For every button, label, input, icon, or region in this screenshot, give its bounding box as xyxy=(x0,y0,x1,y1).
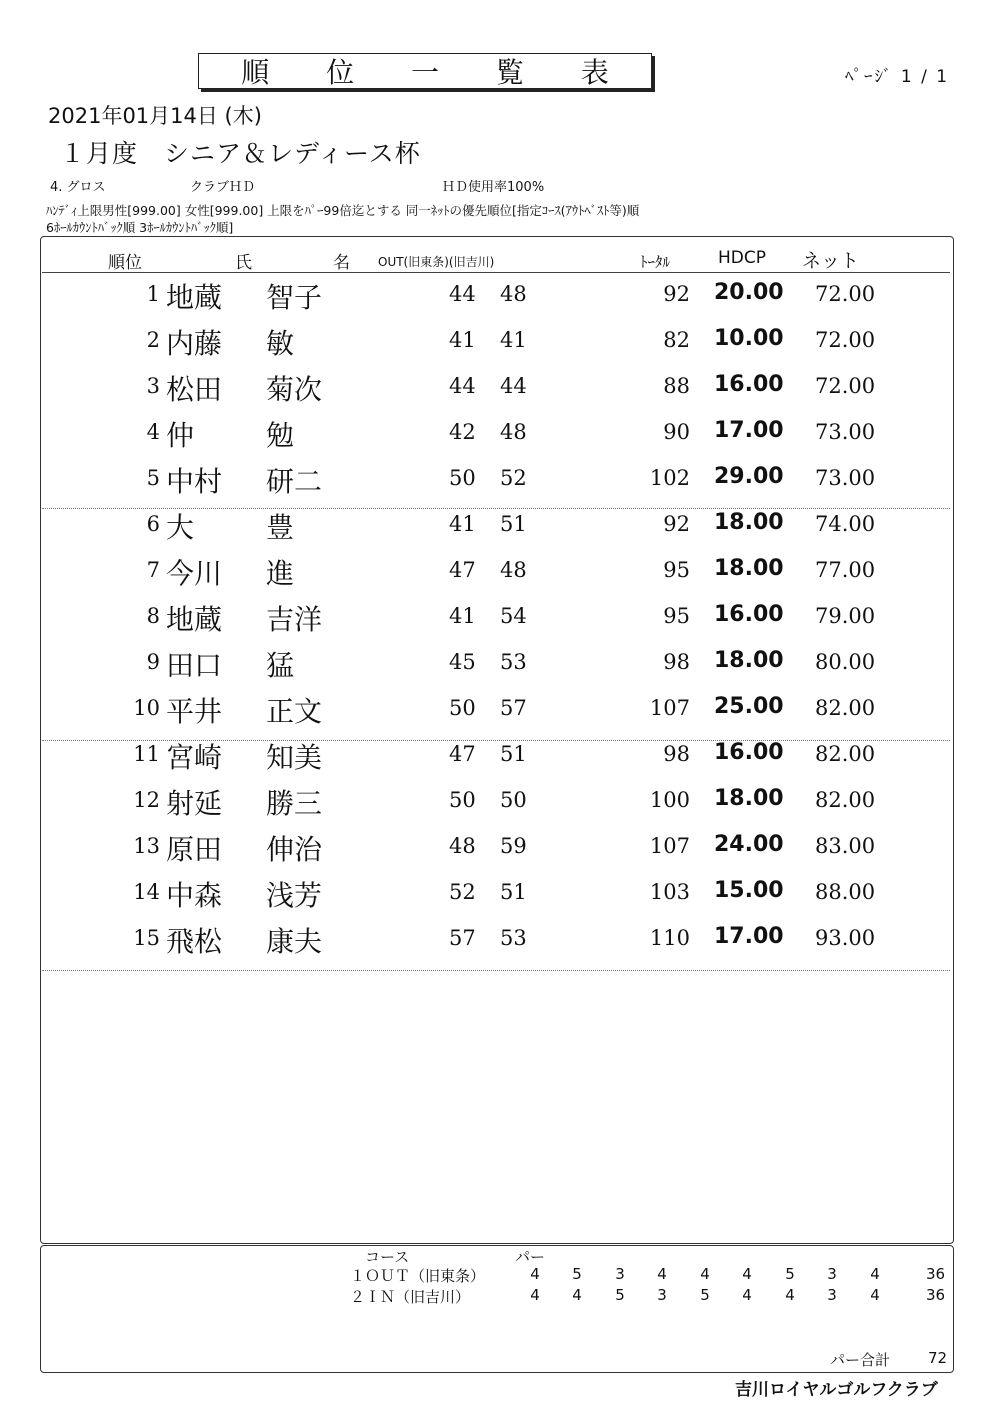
given-name-cell: 猛 xyxy=(266,649,295,682)
family-name-cell: 地蔵 xyxy=(166,281,223,314)
given-name-cell: 研二 xyxy=(266,465,323,498)
par-value: 4 xyxy=(742,1286,752,1304)
in-score-cell: 51 xyxy=(500,880,527,904)
given-name-cell: 知美 xyxy=(266,741,323,774)
total-score-cell: 107 xyxy=(649,696,690,720)
par-value: 4 xyxy=(870,1265,880,1283)
family-name-cell: 大 xyxy=(166,511,195,544)
table-row xyxy=(0,644,1000,690)
par-label: パー xyxy=(515,1248,546,1266)
out-score-cell: 47 xyxy=(449,742,476,766)
par-value: 5 xyxy=(785,1265,795,1283)
handicap-cell: 25.00 xyxy=(714,694,784,719)
course-1-total: 36 xyxy=(926,1265,946,1283)
report-title: 順 位 一 覧 表 xyxy=(241,56,633,89)
rank-cell: 5 xyxy=(146,466,160,490)
total-score-cell: 90 xyxy=(663,420,690,444)
out-score-cell: 57 xyxy=(449,926,476,950)
out-score-cell: 41 xyxy=(449,604,476,628)
event-title: １月度 シニア＆レディース杯 xyxy=(60,139,421,168)
in-score-cell: 41 xyxy=(500,328,527,352)
given-name-cell: 伸治 xyxy=(266,833,323,866)
out-score-cell: 45 xyxy=(449,650,476,674)
given-name-cell: 康夫 xyxy=(266,925,323,958)
table-row xyxy=(0,322,1000,368)
table-row xyxy=(0,598,1000,644)
given-name-cell: 菊次 xyxy=(266,373,323,406)
rank-cell: 9 xyxy=(146,650,160,674)
handicap-cell: 29.00 xyxy=(714,464,784,489)
given-name-cell: 吉洋 xyxy=(266,603,323,636)
total-score-cell: 95 xyxy=(663,558,690,582)
net-score-cell: 72.00 xyxy=(815,282,876,306)
net-score-cell: 93.00 xyxy=(815,926,876,950)
par-value: 5 xyxy=(572,1265,582,1283)
handicap-cell: 18.00 xyxy=(714,556,784,581)
out-score-cell: 44 xyxy=(449,282,476,306)
par-value: 4 xyxy=(530,1265,540,1283)
family-name-cell: 中森 xyxy=(166,879,223,912)
net-score-cell: 72.00 xyxy=(815,374,876,398)
handicap-cell: 16.00 xyxy=(714,602,784,627)
total-score-cell: 95 xyxy=(663,604,690,628)
out-score-cell: 44 xyxy=(449,374,476,398)
col-header-rank: 順位 xyxy=(108,253,142,273)
net-score-cell: 73.00 xyxy=(815,466,876,490)
out-score-cell: 50 xyxy=(449,466,476,490)
net-score-cell: 82.00 xyxy=(815,696,876,720)
family-name-cell: 内藤 xyxy=(166,327,223,360)
in-score-cell: 54 xyxy=(500,604,527,628)
par-value: 4 xyxy=(700,1265,710,1283)
family-name-cell: 飛松 xyxy=(166,925,223,958)
rule-line-2: 6ﾎｰﾙｶｳﾝﾄﾊﾞｯｸ順 3ﾎｰﾙｶｳﾝﾄﾊﾞｯｸ順] xyxy=(46,220,234,235)
par-value: 4 xyxy=(742,1265,752,1283)
table-row xyxy=(0,874,1000,920)
out-score-cell: 42 xyxy=(449,420,476,444)
col-header-total: ﾄｰﾀﾙ xyxy=(640,253,671,271)
given-name-cell: 正文 xyxy=(266,695,323,728)
par-value: 4 xyxy=(657,1265,667,1283)
total-score-cell: 92 xyxy=(663,282,690,306)
total-score-cell: 88 xyxy=(663,374,690,398)
rank-cell: 14 xyxy=(133,880,160,904)
in-score-cell: 50 xyxy=(500,788,527,812)
given-name-cell: 進 xyxy=(266,557,295,590)
rank-cell: 11 xyxy=(133,742,160,766)
given-name-cell: 勝三 xyxy=(266,787,323,820)
group-divider xyxy=(42,970,950,971)
page-indicator: ﾍﾟｰｼﾞ 1 / 1 xyxy=(845,67,950,87)
rank-cell: 7 xyxy=(146,558,160,582)
in-score-cell: 57 xyxy=(500,696,527,720)
col-header-name-2: 名 xyxy=(333,253,350,273)
table-row xyxy=(0,736,1000,782)
par-value: 3 xyxy=(615,1265,625,1283)
net-score-cell: 88.00 xyxy=(815,880,876,904)
in-score-cell: 51 xyxy=(500,742,527,766)
total-score-cell: 92 xyxy=(663,512,690,536)
handicap-cell: 18.00 xyxy=(714,648,784,673)
net-score-cell: 77.00 xyxy=(815,558,876,582)
rule-line-1: ﾊﾝﾃﾞｨ上限男性[999.00] 女性[999.00] 上限をﾊﾟｰ99倍迄とする 同一ﾈｯﾄの優先順位[指定ｺｰｽ(ｱｳﾄﾍﾞｽﾄ等)順 xyxy=(46,203,640,218)
rank-cell: 6 xyxy=(146,512,160,536)
net-score-cell: 74.00 xyxy=(815,512,876,536)
out-score-cell: 41 xyxy=(449,512,476,536)
table-row xyxy=(0,276,1000,322)
handicap-cell: 15.00 xyxy=(714,878,784,903)
handicap-cell: 18.00 xyxy=(714,786,784,811)
table-row xyxy=(0,552,1000,598)
course-1-name: １ＯＵＴ（旧東条） xyxy=(350,1267,486,1285)
given-name-cell: 勉 xyxy=(266,419,295,452)
par-value: 4 xyxy=(870,1286,880,1304)
in-score-cell: 59 xyxy=(500,834,527,858)
par-value: 4 xyxy=(572,1286,582,1304)
net-score-cell: 72.00 xyxy=(815,328,876,352)
handicap-cell: 17.00 xyxy=(714,418,784,443)
header-divider xyxy=(42,272,950,273)
course-label: コース xyxy=(365,1248,410,1266)
par-value: 3 xyxy=(827,1265,837,1283)
rank-cell: 8 xyxy=(146,604,160,628)
par-value: 5 xyxy=(615,1286,625,1304)
table-row xyxy=(0,506,1000,552)
rank-cell: 1 xyxy=(146,282,160,306)
out-score-cell: 47 xyxy=(449,558,476,582)
total-score-cell: 103 xyxy=(649,880,690,904)
course-2-total: 36 xyxy=(926,1286,946,1304)
net-score-cell: 73.00 xyxy=(815,420,876,444)
option-hd-rate: ＨＤ使用率100% xyxy=(442,180,545,195)
option-gross: 4. グロス xyxy=(50,180,106,195)
table-row xyxy=(0,782,1000,828)
par-value: 5 xyxy=(700,1286,710,1304)
rank-cell: 12 xyxy=(133,788,160,812)
group-divider xyxy=(42,740,950,741)
family-name-cell: 仲 xyxy=(166,419,195,452)
report-date: 2021年01月14日 (木) xyxy=(48,104,262,128)
out-score-cell: 52 xyxy=(449,880,476,904)
net-score-cell: 79.00 xyxy=(815,604,876,628)
handicap-cell: 10.00 xyxy=(714,326,784,351)
rank-cell: 2 xyxy=(146,328,160,352)
handicap-cell: 20.00 xyxy=(714,280,784,305)
in-score-cell: 53 xyxy=(500,650,527,674)
par-total-value: 72 xyxy=(928,1349,948,1367)
col-header-name-1: 氏 xyxy=(235,253,252,273)
report-title-box xyxy=(198,53,652,89)
total-score-cell: 110 xyxy=(649,926,690,950)
family-name-cell: 田口 xyxy=(166,649,223,682)
in-score-cell: 51 xyxy=(500,512,527,536)
par-value: 4 xyxy=(530,1286,540,1304)
total-score-cell: 107 xyxy=(649,834,690,858)
group-divider xyxy=(42,508,950,509)
family-name-cell: 原田 xyxy=(166,833,223,866)
col-header-hdcp: HDCP xyxy=(718,248,766,268)
par-value: 3 xyxy=(827,1286,837,1304)
in-score-cell: 44 xyxy=(500,374,527,398)
total-score-cell: 98 xyxy=(663,742,690,766)
total-score-cell: 98 xyxy=(663,650,690,674)
rank-cell: 3 xyxy=(146,374,160,398)
net-score-cell: 83.00 xyxy=(815,834,876,858)
table-row xyxy=(0,690,1000,736)
in-score-cell: 48 xyxy=(500,558,527,582)
col-header-net: ネット xyxy=(802,250,860,272)
in-score-cell: 48 xyxy=(500,282,527,306)
family-name-cell: 射延 xyxy=(166,787,223,820)
par-value: 3 xyxy=(657,1286,667,1304)
table-row xyxy=(0,414,1000,460)
out-score-cell: 48 xyxy=(449,834,476,858)
family-name-cell: 平井 xyxy=(166,695,223,728)
family-name-cell: 松田 xyxy=(166,373,223,406)
table-row xyxy=(0,828,1000,874)
total-score-cell: 102 xyxy=(649,466,690,490)
par-total-label: パー合計 xyxy=(830,1351,891,1369)
rank-cell: 15 xyxy=(133,926,160,950)
family-name-cell: 地蔵 xyxy=(166,603,223,636)
handicap-cell: 16.00 xyxy=(714,372,784,397)
course-info-frame xyxy=(40,1245,954,1373)
handicap-cell: 17.00 xyxy=(714,924,784,949)
net-score-cell: 82.00 xyxy=(815,788,876,812)
rank-cell: 10 xyxy=(133,696,160,720)
handicap-cell: 18.00 xyxy=(714,510,784,535)
table-row xyxy=(0,920,1000,966)
rank-cell: 13 xyxy=(133,834,160,858)
table-row xyxy=(0,368,1000,414)
family-name-cell: 今川 xyxy=(166,557,223,590)
in-score-cell: 48 xyxy=(500,420,527,444)
in-score-cell: 52 xyxy=(500,466,527,490)
given-name-cell: 浅芳 xyxy=(266,879,323,912)
option-club-hd: クラブＨＤ xyxy=(190,180,256,195)
handicap-cell: 24.00 xyxy=(714,832,784,857)
total-score-cell: 82 xyxy=(663,328,690,352)
course-2-name: ２ＩＮ（旧吉川） xyxy=(350,1288,471,1306)
rank-cell: 4 xyxy=(146,420,160,444)
handicap-cell: 16.00 xyxy=(714,740,784,765)
net-score-cell: 80.00 xyxy=(815,650,876,674)
club-name: 吉川ロイヤルゴルフクラブ xyxy=(735,1380,938,1400)
total-score-cell: 100 xyxy=(649,788,690,812)
out-score-cell: 41 xyxy=(449,328,476,352)
par-value: 4 xyxy=(785,1286,795,1304)
given-name-cell: 智子 xyxy=(266,281,323,314)
col-header-out-in: OUT(旧東条)(旧吉川) xyxy=(378,255,495,269)
out-score-cell: 50 xyxy=(449,696,476,720)
family-name-cell: 宮崎 xyxy=(166,741,223,774)
out-score-cell: 50 xyxy=(449,788,476,812)
table-row xyxy=(0,460,1000,506)
given-name-cell: 敏 xyxy=(266,327,295,360)
given-name-cell: 豊 xyxy=(266,511,295,544)
net-score-cell: 82.00 xyxy=(815,742,876,766)
in-score-cell: 53 xyxy=(500,926,527,950)
family-name-cell: 中村 xyxy=(166,465,223,498)
